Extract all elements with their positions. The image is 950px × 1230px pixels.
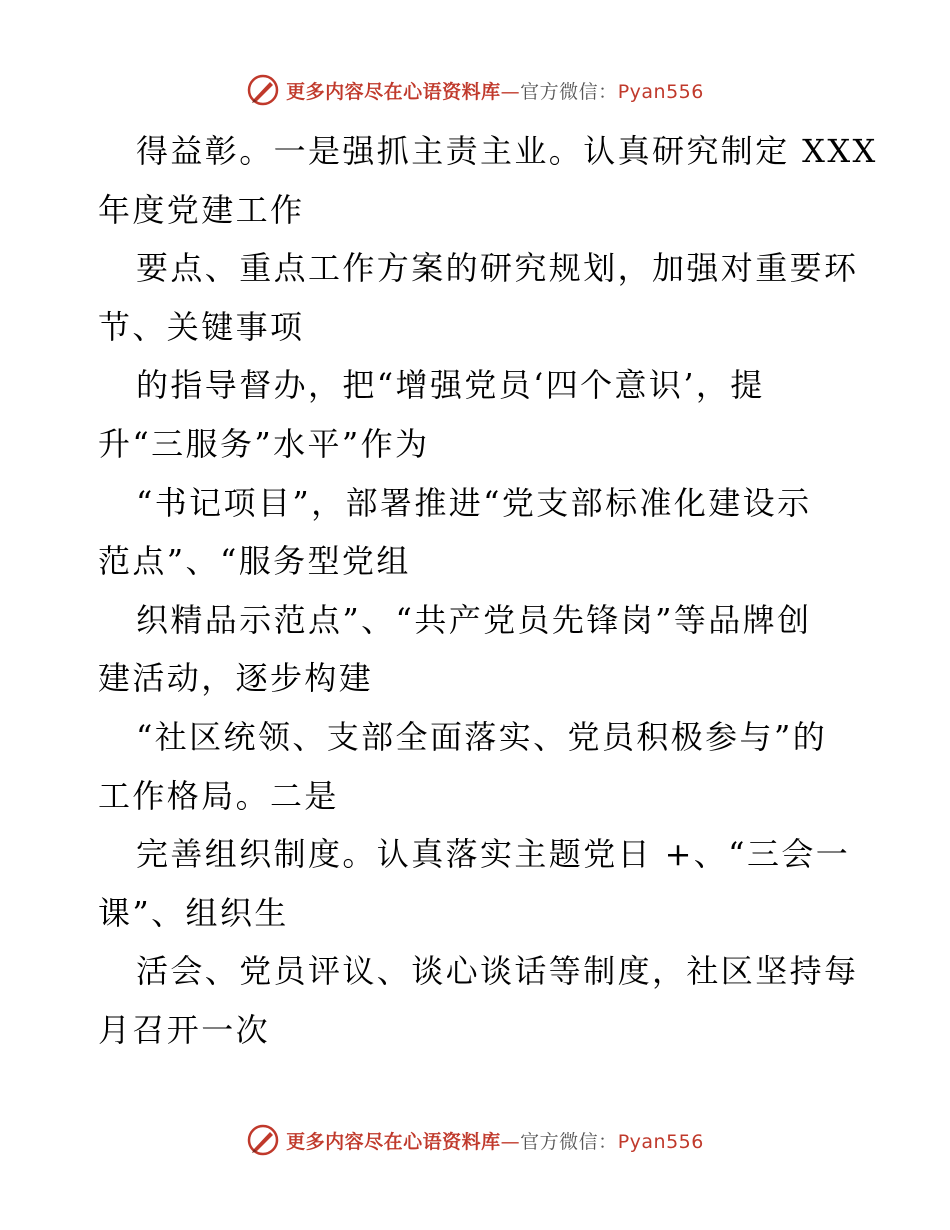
watermark-text [286,1127,704,1154]
text-line: 的指导督办，把“增强党员‘四个意识’，提 [136,366,765,405]
quill-logo-icon [246,1123,280,1157]
watermark-sub: 官方微信： [520,1130,618,1153]
watermark-dash: — [500,80,521,103]
watermark-main: 更多内容尽在心语资料库 [286,1130,501,1153]
watermark-main: 更多内容尽在心语资料库 [286,80,501,103]
watermark-dash: — [500,1130,521,1153]
text-line: 要点、重点工作方案的研究规划，加强对重要环 [136,249,859,288]
footer-watermark [0,1120,950,1160]
text-line: 织精品示范点”、“共产党员先锋岗”等品牌创 [136,600,812,639]
text-line: 范点”、“服务型党组 [98,542,411,581]
text-line: 月召开一次 [98,1010,271,1049]
text-line: 完善组织制度。认真落实主题党日 +、“三会一 [136,835,851,874]
quill-logo-icon [246,73,280,107]
text-line: 升“三服务”水平”作为 [98,424,430,463]
text-line: 年度党建工作 [98,190,305,229]
text-line: “社区统领、支部全面落实、党员积极参与”的 [136,717,828,756]
header-watermark [0,70,950,110]
text-line: 工作格局。二是 [98,776,339,815]
text-line: “书记项目”，部署推进“党支部标准化建设示 [136,483,812,522]
watermark-text [286,77,704,104]
watermark-handle: Pyan556 [617,1130,704,1153]
text-line: 得益彰。一是强抓主责主业。认真研究制定 XXX [136,132,878,170]
watermark-handle: Pyan556 [617,80,704,103]
text-line: 活会、党员评议、谈心谈话等制度，社区坚持每 [136,952,859,991]
watermark-sub: 官方微信： [520,80,618,103]
text-line: 课”、组织生 [98,893,289,932]
text-line: 建活动，逐步构建 [98,659,374,698]
text-line: 节、关键事项 [98,307,305,346]
document-body [98,122,878,1060]
